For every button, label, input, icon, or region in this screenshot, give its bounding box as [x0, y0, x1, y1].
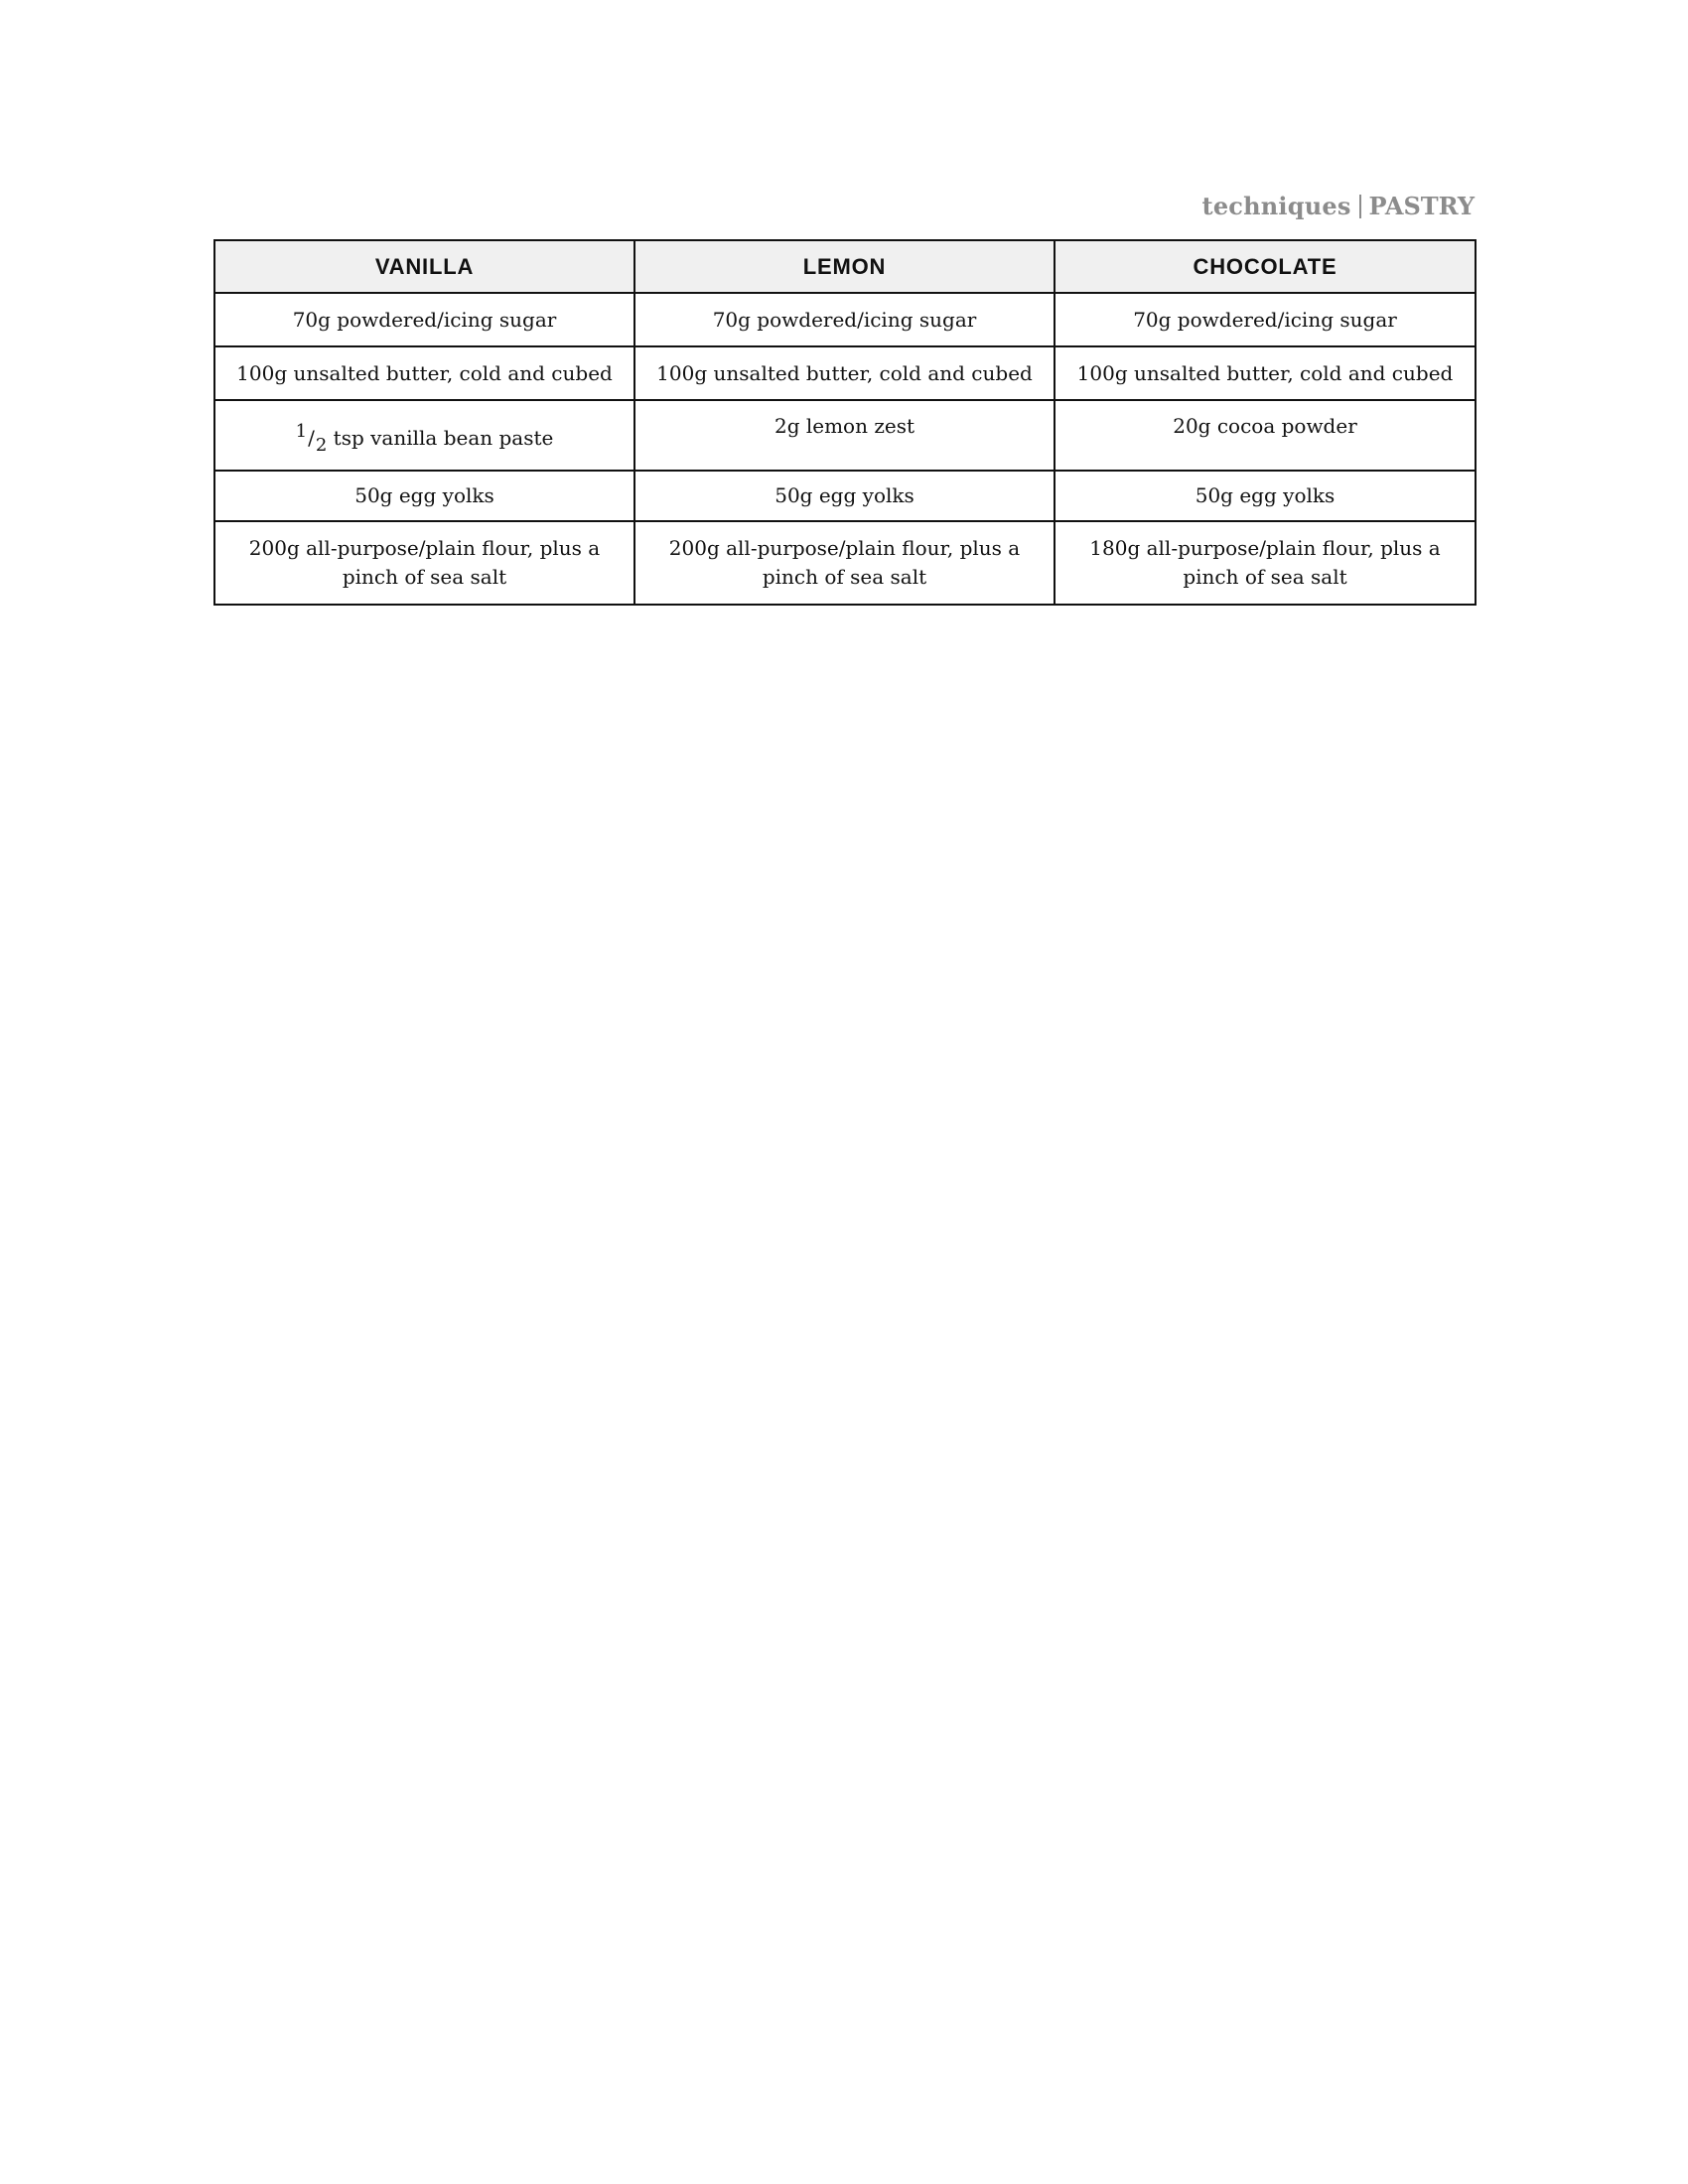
table-row — [214, 400, 1476, 471]
table-row — [214, 471, 1476, 521]
table-cell: 50g egg yolks — [214, 471, 634, 521]
fraction-slash: / — [308, 426, 315, 450]
table-cell: 50g egg yolks — [1055, 471, 1476, 521]
table-cell: 180g all-purpose/plain flour, plus a pinch of sea salt — [1055, 521, 1476, 605]
ingredient-comparison-table — [213, 239, 1477, 606]
table-row — [214, 521, 1476, 605]
table-row — [214, 293, 1476, 346]
fraction-numerator: 1 — [295, 421, 308, 442]
table-cell — [214, 400, 634, 471]
table-cell: 70g powdered/icing sugar — [214, 293, 634, 346]
table-cell: 100g unsalted butter, cold and cubed — [1055, 346, 1476, 400]
table-cell: 70g powdered/icing sugar — [1055, 293, 1476, 346]
running-head — [1201, 192, 1475, 220]
cell-text: tsp vanilla bean paste — [333, 426, 554, 450]
table-cell: 200g all-purpose/plain flour, plus a pinch of sea salt — [214, 521, 634, 605]
table-cell: 2g lemon zest — [634, 400, 1055, 471]
fraction-denominator: 2 — [315, 435, 328, 456]
fraction — [295, 421, 328, 456]
table-row — [214, 346, 1476, 400]
table-cell: 100g unsalted butter, cold and cubed — [634, 346, 1055, 400]
table-cell: 200g all-purpose/plain flour, plus a pinch of sea salt — [634, 521, 1055, 605]
table-cell: 50g egg yolks — [634, 471, 1055, 521]
table-cell: 100g unsalted butter, cold and cubed — [214, 346, 634, 400]
running-head-divider — [1359, 195, 1361, 218]
running-head-section: PASTRY — [1368, 192, 1475, 220]
table-header-row — [214, 240, 1476, 293]
column-header-vanilla: VANILLA — [214, 240, 634, 293]
table-cell: 70g powdered/icing sugar — [634, 293, 1055, 346]
column-header-chocolate: CHOCOLATE — [1055, 240, 1476, 293]
running-head-chapter: techniques — [1201, 192, 1351, 220]
column-header-lemon: LEMON — [634, 240, 1055, 293]
table-cell: 20g cocoa powder — [1055, 400, 1476, 471]
